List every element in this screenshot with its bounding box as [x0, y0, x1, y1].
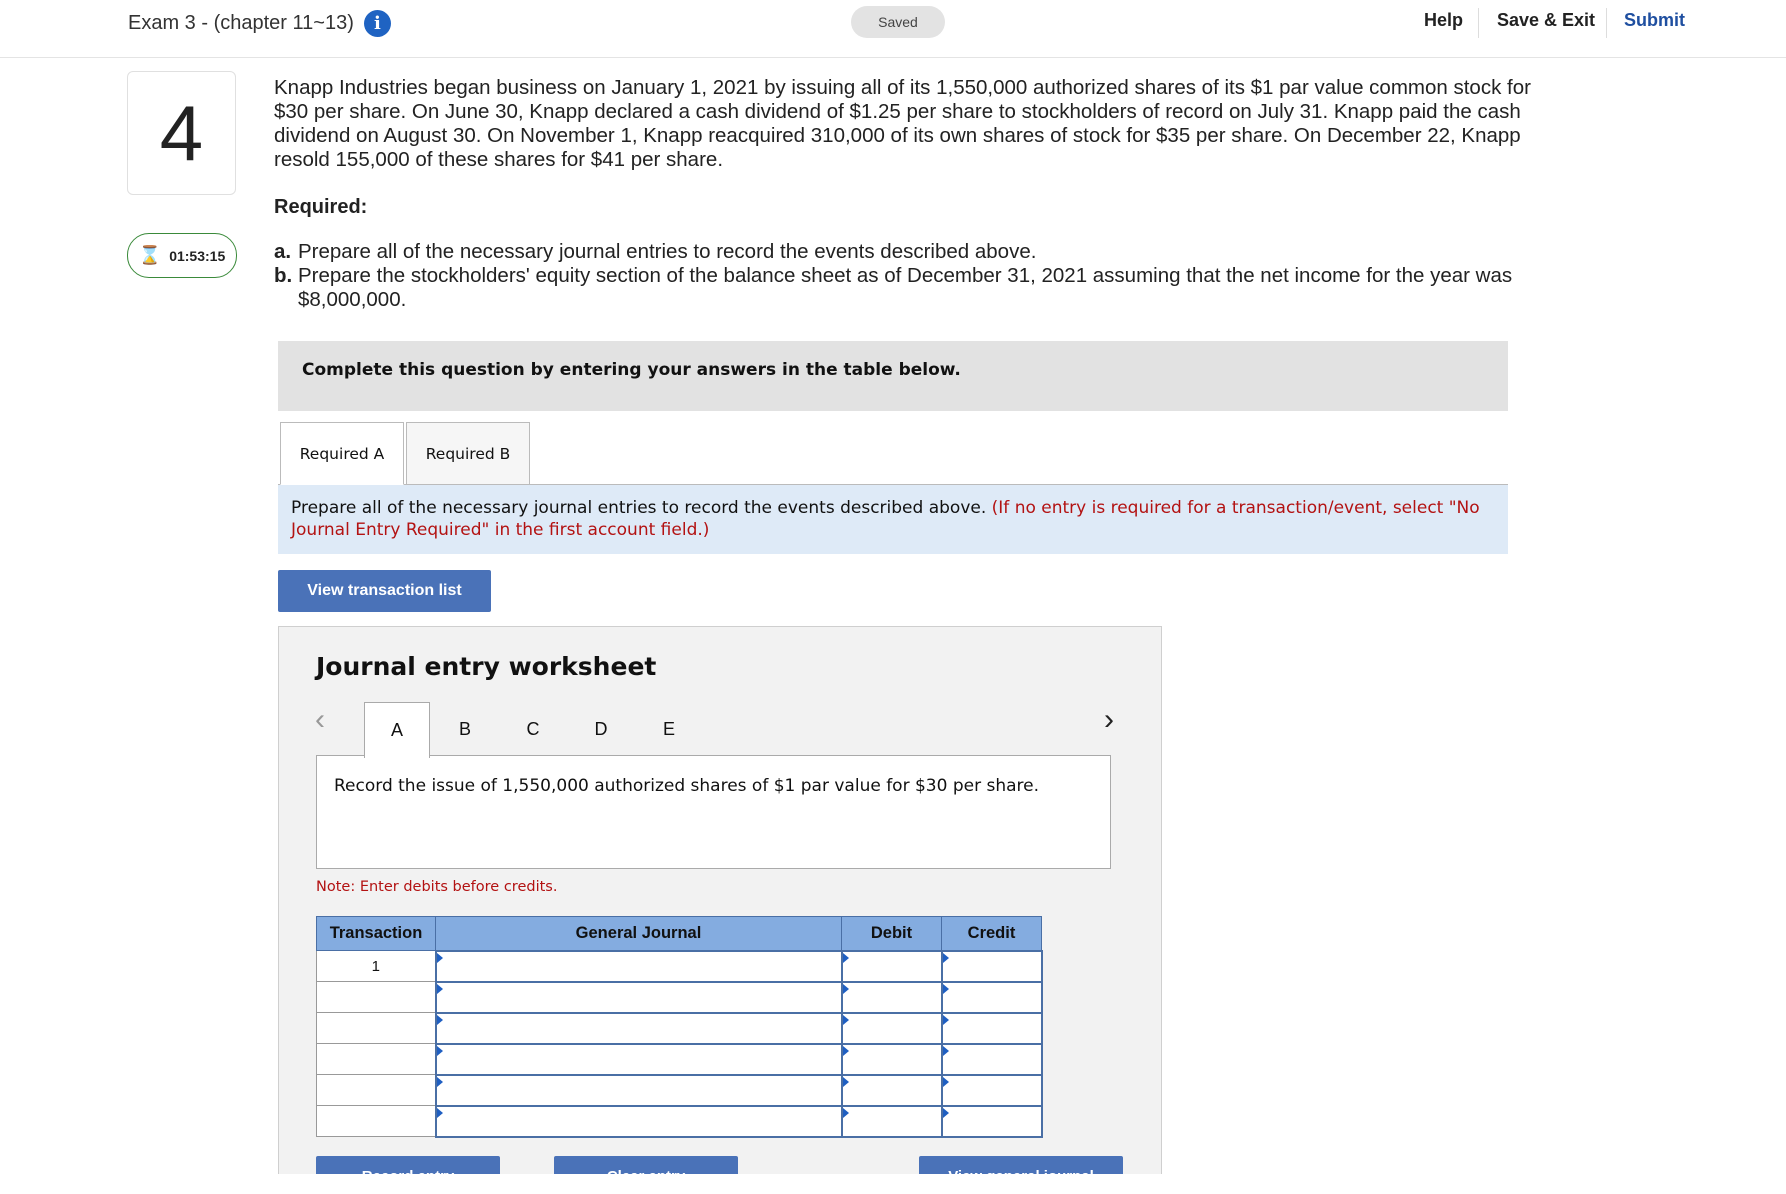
account-input[interactable] [436, 982, 842, 1013]
question-number: 4 [127, 71, 236, 195]
transaction-cell [317, 982, 436, 1013]
entry-description: Record the issue of 1,550,000 authorized shares of $1 par value for $30 per share. [316, 755, 1111, 869]
requirement-label: a. [274, 240, 292, 263]
table-row [317, 982, 1042, 1013]
entry-tab-a[interactable]: A [364, 702, 430, 758]
requirement-a [274, 240, 1534, 264]
journal-entry-worksheet [278, 626, 1162, 1194]
hourglass-icon: ⌛ [138, 245, 162, 265]
exam-title [128, 10, 391, 37]
requirement-label: b. [274, 264, 293, 287]
debit-input[interactable] [842, 982, 942, 1013]
table-row [317, 951, 1042, 982]
tab-required-a[interactable]: Required A [280, 422, 404, 485]
table-row [317, 1013, 1042, 1044]
credit-input[interactable] [942, 1075, 1042, 1106]
requirement-text: Prepare all of the necessary journal entries to record the events described above. [298, 240, 1037, 263]
transaction-cell [317, 1013, 436, 1044]
table-row [317, 1106, 1042, 1137]
timer-value: 01:53:15 [169, 247, 226, 264]
column-header-debit: Debit [842, 917, 942, 951]
saved-status-badge: Saved [851, 6, 945, 38]
required-heading: Required: [274, 196, 368, 218]
tab-required-b[interactable]: Required B [406, 422, 530, 485]
transaction-cell: 1 [317, 951, 436, 982]
requirement-b [274, 264, 1534, 312]
column-header-credit: Credit [942, 917, 1042, 951]
top-bar [0, 0, 1786, 58]
debit-input[interactable] [842, 1013, 942, 1044]
entry-tab-d[interactable]: D [594, 718, 608, 739]
header-divider [1606, 8, 1607, 38]
entry-note: Note: Enter debits before credits. [316, 879, 558, 895]
debit-input[interactable] [842, 1106, 942, 1137]
transaction-cell [317, 1075, 436, 1106]
chevron-right-icon[interactable]: › [1104, 703, 1114, 736]
credit-input[interactable] [942, 1106, 1042, 1137]
help-button[interactable]: Help [1424, 10, 1464, 30]
submit-button[interactable]: Submit [1624, 10, 1685, 30]
account-input[interactable] [436, 951, 842, 982]
column-header-general-journal: General Journal [436, 917, 842, 951]
requirement-text: Prepare the stockholders' equity section of the balance sheet as of December 31, 2021 assuming that the net income for the year was $8,000,000. [298, 264, 1513, 311]
prompt-banner [278, 485, 1508, 554]
credit-input[interactable] [942, 1044, 1042, 1075]
viewport-bottom-edge [278, 1174, 1162, 1194]
debit-input[interactable] [842, 951, 942, 982]
view-transaction-list-button[interactable]: View transaction list [278, 570, 491, 612]
instructions-banner: Complete this question by entering your answers in the table below. [278, 341, 1508, 411]
worksheet-title: Journal entry worksheet [316, 652, 657, 681]
credit-input[interactable] [942, 951, 1042, 982]
entry-tab-e[interactable]: E [662, 718, 675, 739]
entry-tab-c[interactable]: C [526, 718, 540, 739]
account-input[interactable] [436, 1075, 842, 1106]
transaction-cell [317, 1044, 436, 1075]
required-tabs [278, 421, 1508, 485]
table-row [317, 1044, 1042, 1075]
credit-input[interactable] [942, 982, 1042, 1013]
requirements-list [274, 240, 1534, 312]
question-text: Knapp Industries began business on January 1, 2021 by issuing all of its 1,550,000 authorized shares of its $1 par value common stock for $30 per share. On June 30, Knapp declared a cash dividend of $1.25 per share to stockholders of record on July 31. Knapp paid the cash dividend on August 30. On November 1, Knapp reacquired 310,000 of its own shares of stock for $35 per share. On December 22, Knapp resold 155,000 of these shares for $41 per share. [274, 76, 1531, 171]
prompt-hint: (If no entry is required for a transaction/event, select "No Journal Entry Required" in the first account field.) [291, 498, 1480, 540]
debit-input[interactable] [842, 1044, 942, 1075]
timer [127, 233, 237, 278]
table-row [317, 1075, 1042, 1106]
chevron-left-icon[interactable]: ‹ [315, 703, 325, 736]
transaction-cell [317, 1106, 436, 1137]
account-input[interactable] [436, 1013, 842, 1044]
entry-tab-b[interactable]: B [458, 718, 471, 739]
exam-title-text: Exam 3 - (chapter 11~13) [128, 12, 354, 34]
column-header-transaction: Transaction [317, 917, 436, 951]
account-input[interactable] [436, 1044, 842, 1075]
journal-table [316, 916, 1043, 1138]
prompt-main: Prepare all of the necessary journal entries to record the events described above. [291, 498, 987, 518]
account-input[interactable] [436, 1106, 842, 1137]
credit-input[interactable] [942, 1013, 1042, 1044]
save-exit-button[interactable]: Save & Exit [1497, 10, 1596, 30]
debit-input[interactable] [842, 1075, 942, 1106]
header-divider [1478, 8, 1479, 38]
info-icon[interactable]: i [364, 10, 391, 37]
